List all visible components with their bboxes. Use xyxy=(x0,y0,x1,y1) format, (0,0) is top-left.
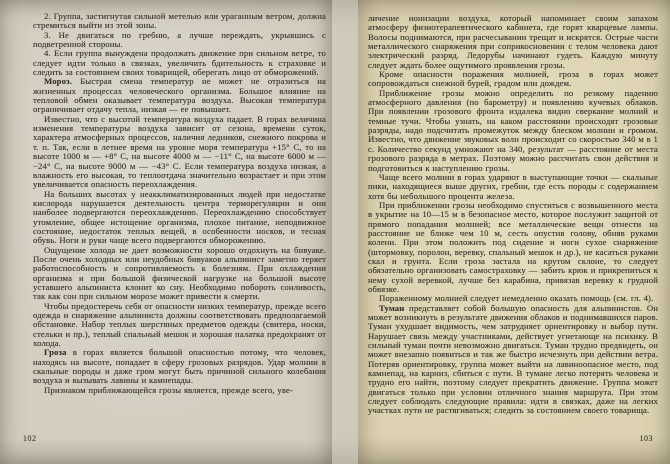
page-gutter xyxy=(332,0,358,464)
paragraph: Кроме опасности поражения молнией, гроза в горах может сопровождаться снежной бурей, градом или дождем. xyxy=(368,69,658,89)
paragraph: Чаще всего молнии в горах ударяют в выступающие точки — скальные пики, находящиеся выше других, гребни, где есть породы с содержанием хотя бы небольшого процента железа. xyxy=(368,171,658,201)
left-page-number: 102 xyxy=(23,434,37,443)
paragraph: При приближении грозы необходимо спуститься с возвышенного места в укрытие на 10—15 м в безопасное место, которое послужит защитой от прямого попадания молнией; все металлические вещи отнести на расстояние не ближе чем 10 м, сесть опустив голову, обняв руками колени. При этом положить под сидение и ноги сухое снаряжение (штормовку, поролон, веревку, спальный мешок и др.), не касаться руками скал и грунта. Если гроза застала на крутом склоне, то следует обязательно организовать самостраховку — забить крюк и прикрепиться к нему сухой веревкой, лучше без карабина, привязав веревку к грудной обвязке. xyxy=(368,199,658,294)
paragraph: Ощущение холода не дает возможности хорошо отдохнуть на бивуаке. После очень холодных или неудобных бивуаков альпинист заметно теряет работоспособность и сопротивляемость к болезням. При охлаждении организма и при большой физической нагрузке на большой высоте уставшего альпиниста клонит ко сну. Необходимо побороть сонливость, так как сон при сильном морозе может привести к смерти. xyxy=(33,244,326,302)
left-page-text xyxy=(33,12,326,395)
left-page xyxy=(0,0,332,464)
paragraph-lead: Мороз. xyxy=(44,76,72,87)
paragraph: Мороз. Быстрая смена температур не может не отразиться на жизненных процессах человеческого организма. Большое влияние на тепловой обмен оказывает температура воздуха. Высокая температура ограничивает отдачу тепла, низкая — ее повышает. xyxy=(33,76,326,115)
paragraph: 4. Если группа вынуждена продолжать движение при сильном ветре, то следует идти только в связках, увеличить бдительность к страховке и следить за состоянием своих товарищей, оберегать лицо от обморожений. xyxy=(33,48,326,78)
paragraph: На больших высотах у неакклиматизированных людей при недостатке кислорода нарушается деятельность центра терморегуляции и они наиболее подвергаются переохлаждению. Переохлаждению способствует утомление, общее истощение организма, плохое питание, неподвижное состояние, недостаток теплых вещей, в особенности носков, и тесная обувь. Ноги и руки чаще всего подвергаются обморожению. xyxy=(33,188,326,246)
paragraph: 3. Не двигаться по гребню, а лучше переждать, укрывшись с подветренной стороны. xyxy=(33,29,326,50)
paragraph-lead: Гроза xyxy=(44,347,67,358)
paragraph: 2. Группа, застигнутая сильной метелью или ураганным ветром, должна стремиться выйти из этой зоны. xyxy=(33,11,326,31)
paragraph: Известно, что с высотой температура воздуха падает. В горах величина изменения температуры воздуха зависит от сезона, времени суток, характера атмосферных процессов, наличия ледников, снежного покрова и т. п. Так, если в летнее время на уровне моря температура +15° С, то на высоте 1000 м — +8° С, на высоте 4000 м — −11° С, на высоте 6000 м — −24° С, на высоте 9000 м — −43° С. Если температура воздуха низкая, а влажность его высокая, то теплоотдача значительно возрастает и при этом увеличивается опасность переохлаждения. xyxy=(33,113,326,190)
paragraph: Чтобы предостеречь себя от опасности низких температур, прежде всего одежда и снаряжение альпиниста должны соответствовать предполагаемой обстановке. Набор теплых шерстяных предметов одежды (свитера, носки, стельки и пр.), теплый спальный мешок и хорошая палатка предохранят от холода. xyxy=(33,300,326,349)
paragraph: Пораженному молнией следует немедленно оказать помощь (см. гл. 4). xyxy=(379,293,654,304)
paragraph: личение ионизации воздуха, который напоминает своим запахом атмосферу физиотерапевтического кабинета, где горят кварцевые лампы. Волосы поднимаются, при расчесывании трещат и искрятся. Острые части металлического снаряжения при соприкосновении с телом человека дают электрический разряд. Ледорубы начинают гудеть. Каждую минуту следует ждать более ощутимого проявления грозы. xyxy=(368,13,658,70)
paragraph: Приближение грозы можно определить по резкому падению атмосферного давления (по барометру) и появлению кучевых облаков. При появлении грозового фронта издалека видно сверкание молний и темные тучи. Чтобы узнать, на каком расстоянии происходят грозовые разряды, надо подсчитать промежуток между блеском молнии и громом. Известно, что движение звуковых волн происходит со скоростью 340 м в 1 с. Количество секунд умножают на 340, результат — расстояние от места грозового разряда в метрах. Поэтому можно рассчитать свои действия и подготовиться к наступлению грозы. xyxy=(368,87,658,173)
right-page-text xyxy=(368,14,658,416)
paragraph: Туман представляет собой большую опасность для альпинистов. Он может возникнуть в результате движения облаков и поднимавшихся паров. Туман ухудшает видимость, чем затрудняет ориентировку и выбор пути. Нарушает связь между участниками, действует угнетающе на психику. В сильный туман почти невозможно двигаться. Туман трудно предвидеть, он может внезапно появиться и так же быстро исчезнуть при действии ветра. Потеряв ориентировку, группа может выйти на лавиноопасное место, под камнепад, на карниз, сбиться с пути. В тумане легко потерять человека и трудно его найти, поэтому следует прекратить движение. Группа может двигаться только при условии отличного знания маршрута. При этом следует соблюдать следующие правила: идти в связках, даже на легких участках пути не растягиваться; следить за состоянием своего товарища. xyxy=(368,302,658,416)
paragraph: Гроза в горах является большой опасностью потому, что человек, находясь на высоте, попадает в сферу грозовых разрядов. Удар молнии в скальные породы и даже гром могут быть причиной сильного колебания воздуха и вызывать лавины и камнепады. xyxy=(33,347,326,386)
right-page-number: 103 xyxy=(639,434,653,443)
paragraph: Признаком приближающейся грозы является, прежде всего, уве- xyxy=(44,384,294,395)
right-page xyxy=(358,0,670,464)
paragraph-lead: Туман xyxy=(379,302,405,313)
